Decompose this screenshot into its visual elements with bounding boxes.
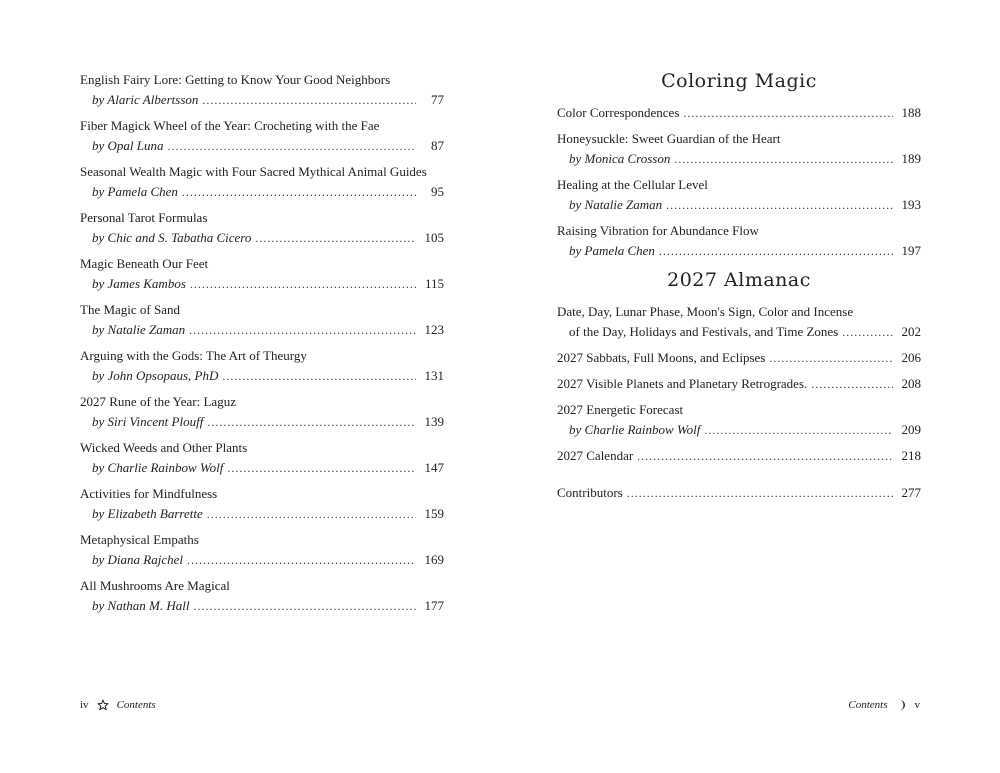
- entry-title: 2027 Visible Planets and Planetary Retrogrades.: [557, 376, 808, 391]
- entry-author: by Pamela Chen: [569, 243, 655, 258]
- right-footer: [848, 699, 920, 711]
- entry-title: 2027 Sabbats, Full Moons, and Eclipses: [557, 350, 766, 365]
- toc-entry[interactable]: [557, 103, 921, 123]
- entry-page-number: 159: [424, 506, 444, 521]
- entry-author: by Pamela Chen: [92, 184, 178, 199]
- entry-title: Personal Tarot Formulas: [80, 210, 208, 225]
- entry-author: by Opal Luna: [92, 138, 164, 153]
- entry-page-number: 115: [424, 276, 444, 291]
- entry-title: Healing at the Cellular Level: [557, 177, 708, 192]
- leader-dots: [168, 136, 417, 156]
- entry-title: Activities for Mindfulness: [80, 486, 218, 501]
- toc-entry[interactable]: [80, 162, 444, 202]
- leader-dots: [627, 483, 893, 503]
- leader-dots: [187, 550, 416, 570]
- section-heading-coloring: Coloring Magic: [661, 70, 817, 92]
- entry-title: All Mushrooms Are Magical: [80, 578, 230, 593]
- star-icon: [97, 699, 109, 711]
- leader-dots: [769, 348, 893, 368]
- entry-page-number: 188: [901, 105, 921, 120]
- entry-title: Wicked Weeds and Other Plants: [80, 440, 248, 455]
- entry-page-number: 95: [431, 184, 444, 199]
- entry-page-number: 169: [424, 552, 444, 567]
- entry-author: by Elizabeth Barrette: [92, 506, 203, 521]
- entry-title: Seasonal Wealth Magic with Four Sacred Mythical Animal Guides: [80, 164, 427, 179]
- toc-entry[interactable]: [80, 346, 444, 386]
- footer-label: Contents: [848, 699, 888, 711]
- entry-page-number: 202: [901, 324, 921, 339]
- entry-author: by Siri Vincent Plouff: [92, 414, 204, 429]
- entry-page-number: 131: [424, 368, 444, 383]
- entry-page-number: 177: [424, 598, 444, 613]
- entry-page-number: 218: [901, 448, 921, 463]
- leader-dots: [659, 241, 893, 261]
- entry-title: Contributors: [557, 485, 623, 500]
- entry-title: Magic Beneath Our Feet: [80, 256, 209, 271]
- footer-label: Contents: [116, 699, 156, 711]
- entry-page-number: 87: [431, 138, 444, 153]
- toc-entry[interactable]: [557, 483, 921, 503]
- entry-author: by Natalie Zaman: [569, 197, 663, 212]
- toc-entry[interactable]: [557, 302, 921, 342]
- entry-author: by John Opsopaus, PhD: [92, 368, 219, 383]
- toc-entry[interactable]: [557, 400, 921, 440]
- entry-page-number: 105: [424, 230, 444, 245]
- entry-page-number: 139: [424, 414, 444, 429]
- entry-subtitle: of the Day, Holidays and Festivals, and Time Zones: [569, 324, 839, 339]
- entry-page-number: 197: [901, 243, 921, 258]
- toc-entry[interactable]: [80, 484, 444, 524]
- leader-dots: [190, 274, 416, 294]
- toc-entry[interactable]: [80, 392, 444, 432]
- leader-dots: [842, 322, 893, 342]
- section-heading-almanac: 2027 Almanac: [667, 269, 811, 291]
- toc-entry[interactable]: [557, 221, 921, 261]
- entry-author: by Chic and S. Tabatha Cicero: [92, 230, 252, 245]
- entry-author: by Charlie Rainbow Wolf: [92, 460, 224, 475]
- leader-dots: [207, 504, 416, 524]
- entry-page-number: 193: [901, 197, 921, 212]
- leader-dots: [666, 195, 893, 215]
- entry-title: Fiber Magick Wheel of the Year: Crocheting with the Fae: [80, 118, 380, 133]
- toc-entry[interactable]: [80, 254, 444, 294]
- entry-title: 2027 Calendar: [557, 448, 634, 463]
- footer-page-number: iv: [80, 699, 89, 711]
- entry-author: by Nathan M. Hall: [92, 598, 190, 613]
- leader-dots: [227, 458, 416, 478]
- toc-entry[interactable]: [80, 116, 444, 156]
- leader-dots: [189, 320, 416, 340]
- entry-author: by Diana Rajchel: [92, 552, 183, 567]
- entry-page-number: 77: [431, 92, 444, 107]
- entry-title: Honeysuckle: Sweet Guardian of the Heart: [557, 131, 781, 146]
- entry-page-number: 209: [901, 422, 921, 437]
- leader-dots: [674, 149, 893, 169]
- entry-page-number: 277: [901, 485, 921, 500]
- right-page: [557, 0, 921, 773]
- leader-dots: [202, 90, 416, 110]
- toc-entry[interactable]: [557, 446, 921, 466]
- crescent-moon-icon: [896, 699, 907, 711]
- entry-author: by James Kambos: [92, 276, 186, 291]
- entry-page-number: 123: [424, 322, 444, 337]
- entry-title: English Fairy Lore: Getting to Know Your Good Neighbors: [80, 72, 391, 87]
- leader-dots: [704, 420, 893, 440]
- entry-title: Arguing with the Gods: The Art of Theurgy: [80, 348, 307, 363]
- entry-page-number: 206: [901, 350, 921, 365]
- entry-author: by Charlie Rainbow Wolf: [569, 422, 701, 437]
- leader-dots: [683, 103, 893, 123]
- entry-author: by Natalie Zaman: [92, 322, 186, 337]
- toc-entry[interactable]: [557, 175, 921, 215]
- entry-title: Color Correspondences: [557, 105, 680, 120]
- leader-dots: [255, 228, 416, 248]
- entry-title: Date, Day, Lunar Phase, Moon's Sign, Color and Incense: [557, 304, 854, 319]
- entry-title: The Magic of Sand: [80, 302, 181, 317]
- toc-entry[interactable]: [557, 374, 921, 394]
- left-page: [80, 0, 444, 773]
- entry-page-number: 147: [424, 460, 444, 475]
- left-footer: [80, 699, 156, 711]
- entry-author: by Monica Crosson: [569, 151, 671, 166]
- entry-author: by Alaric Albertsson: [92, 92, 199, 107]
- leader-dots: [637, 446, 893, 466]
- leader-dots: [207, 412, 416, 432]
- toc-entry[interactable]: [80, 576, 444, 616]
- leader-dots: [194, 596, 417, 616]
- toc-entry[interactable]: [80, 208, 444, 248]
- entry-title: 2027 Energetic Forecast: [557, 402, 684, 417]
- toc-entry[interactable]: [557, 348, 921, 368]
- entry-page-number: 189: [901, 151, 921, 166]
- toc-entry[interactable]: [557, 129, 921, 169]
- leader-dots: [811, 374, 893, 394]
- entry-title: 2027 Rune of the Year: Laguz: [80, 394, 236, 409]
- toc-entry[interactable]: [80, 70, 444, 110]
- toc-entry[interactable]: [80, 530, 444, 570]
- toc-entry[interactable]: [80, 300, 444, 340]
- entry-page-number: 208: [901, 376, 921, 391]
- entry-title: Metaphysical Empaths: [80, 532, 199, 547]
- leader-dots: [182, 182, 416, 202]
- entry-title: Raising Vibration for Abundance Flow: [557, 223, 759, 238]
- leader-dots: [222, 366, 416, 386]
- toc-entry[interactable]: [80, 438, 444, 478]
- footer-page-number: v: [914, 699, 920, 711]
